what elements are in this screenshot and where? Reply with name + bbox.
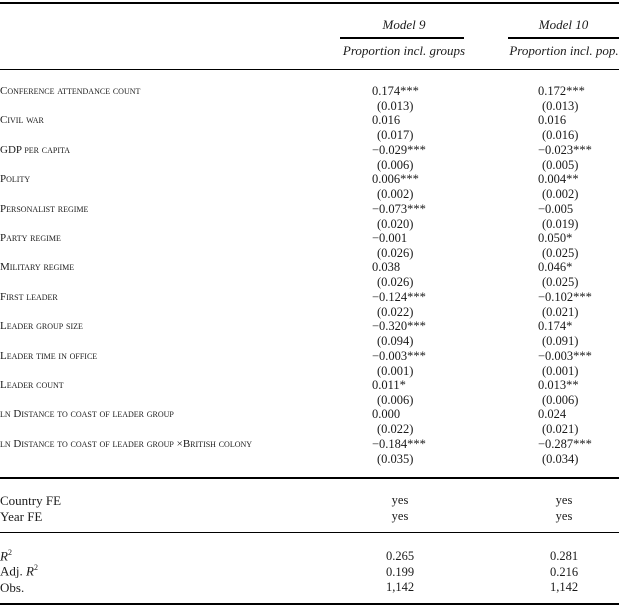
row-coef-m9: −0.184***	[372, 437, 426, 451]
row-se-m10: (0.002)	[542, 187, 579, 201]
row-coef-m9: 0.000	[372, 407, 401, 421]
r2-sup: 2	[7, 548, 12, 557]
row-se-m9: (0.094)	[377, 334, 414, 348]
body-rule	[0, 477, 619, 479]
model10-header: Model 10	[538, 17, 589, 32]
row-se-m9: (0.020)	[377, 217, 414, 231]
row-se-m9: (0.026)	[377, 275, 414, 289]
country-fe-m9: yes	[391, 493, 409, 507]
country-fe-m10: yes	[555, 493, 573, 507]
obs-m10: 1,142	[549, 580, 579, 594]
row-label: Civil war	[0, 114, 44, 126]
row-se-m10: (0.001)	[542, 364, 579, 378]
row-label: Personalist regime	[0, 203, 89, 215]
row-coef-m9: −0.124***	[372, 290, 426, 304]
model10-header-line	[508, 37, 619, 39]
row-label: ln Distance to coast of leader group	[0, 408, 174, 420]
row-se-m9: (0.001)	[377, 364, 414, 378]
row-label: GDP per capita	[0, 144, 71, 156]
row-label: Leader time in office	[0, 350, 98, 362]
model9-header: Model 9	[382, 17, 426, 32]
model9-subheader: Proportion incl. groups	[342, 43, 466, 58]
row-label: First leader	[0, 291, 58, 303]
row-se-m9: (0.022)	[377, 305, 414, 319]
top-rule	[0, 2, 619, 4]
row-coef-m9: 0.016	[372, 113, 401, 127]
adj-prefix: Adj.	[0, 563, 26, 579]
row-coef-m10: 0.024	[538, 407, 567, 421]
row-coef-m10: 0.174*	[538, 319, 573, 333]
adj-r2-label	[0, 563, 38, 579]
row-label: Leader group size	[0, 320, 83, 332]
row-se-m9: (0.017)	[377, 128, 414, 142]
row-coef-m10: 0.013**	[538, 378, 579, 392]
row-coef-m9: 0.006***	[372, 172, 419, 186]
row-se-m10: (0.034)	[542, 452, 579, 466]
obs-label: Obs.	[0, 580, 25, 595]
year-fe-m10: yes	[555, 509, 573, 523]
row-label: Party regime	[0, 232, 61, 244]
row-coef-m9: −0.001	[372, 231, 408, 245]
header-rule	[0, 69, 619, 70]
model9-header-line	[340, 37, 464, 39]
row-coef-m9: −0.320***	[372, 319, 426, 333]
row-se-m9: (0.013)	[377, 99, 414, 113]
row-coef-m10: −0.005	[538, 202, 574, 216]
row-coef-m10: 0.172***	[538, 84, 585, 98]
row-coef-m9: 0.038	[372, 260, 401, 274]
row-se-m9: (0.002)	[377, 187, 414, 201]
r2-r: R	[0, 548, 8, 564]
row-se-m10: (0.021)	[542, 305, 579, 319]
row-se-m10: (0.016)	[542, 128, 579, 142]
bottom-rule	[0, 603, 619, 605]
row-coef-m10: 0.050*	[538, 231, 573, 245]
row-coef-m10: 0.004**	[538, 172, 579, 186]
adj-r2-m9: 0.199	[385, 565, 415, 579]
row-label: ln Distance to coast of leader group ×British colony	[0, 438, 253, 450]
year-fe-label: Year FE	[0, 509, 43, 524]
row-coef-m10: −0.102***	[538, 290, 592, 304]
row-coef-m10: 0.046*	[538, 260, 573, 274]
adj-sup: 2	[33, 563, 38, 572]
row-se-m10: (0.025)	[542, 246, 579, 260]
fe-rule	[0, 532, 619, 533]
row-coef-m9: −0.029***	[372, 143, 426, 157]
row-coef-m9: 0.011*	[372, 378, 406, 392]
obs-m9: 1,142	[385, 580, 415, 594]
row-se-m9: (0.006)	[377, 158, 414, 172]
country-fe-label: Country FE	[0, 493, 62, 508]
row-se-m9: (0.022)	[377, 422, 414, 436]
row-coef-m10: −0.023***	[538, 143, 592, 157]
row-se-m9: (0.035)	[377, 452, 414, 466]
row-coef-m10: 0.016	[538, 113, 567, 127]
year-fe-m9: yes	[391, 509, 409, 523]
model10-subheader: Proportion incl. pop.	[509, 43, 619, 58]
row-se-m10: (0.005)	[542, 158, 579, 172]
row-se-m10: (0.091)	[542, 334, 579, 348]
row-label: Leader count	[0, 379, 64, 391]
row-se-m9: (0.006)	[377, 393, 414, 407]
adj-r: R	[26, 563, 34, 579]
adj-r2-m10: 0.216	[549, 565, 579, 579]
row-se-m10: (0.025)	[542, 275, 579, 289]
r2-m9: 0.265	[385, 549, 415, 563]
row-se-m9: (0.026)	[377, 246, 414, 260]
r2-m10: 0.281	[549, 549, 579, 563]
row-coef-m9: 0.174***	[372, 84, 419, 98]
row-se-m10: (0.006)	[542, 393, 579, 407]
row-coef-m9: −0.073***	[372, 202, 426, 216]
row-label: Conference attendance count	[0, 85, 141, 97]
row-se-m10: (0.019)	[542, 217, 579, 231]
row-coef-m10: −0.003***	[538, 349, 592, 363]
row-label: Military regime	[0, 261, 75, 273]
row-coef-m9: −0.003***	[372, 349, 426, 363]
row-label: Polity	[0, 173, 31, 185]
row-se-m10: (0.013)	[542, 99, 579, 113]
row-coef-m10: −0.287***	[538, 437, 592, 451]
r2-label	[0, 548, 12, 564]
row-se-m10: (0.021)	[542, 422, 579, 436]
